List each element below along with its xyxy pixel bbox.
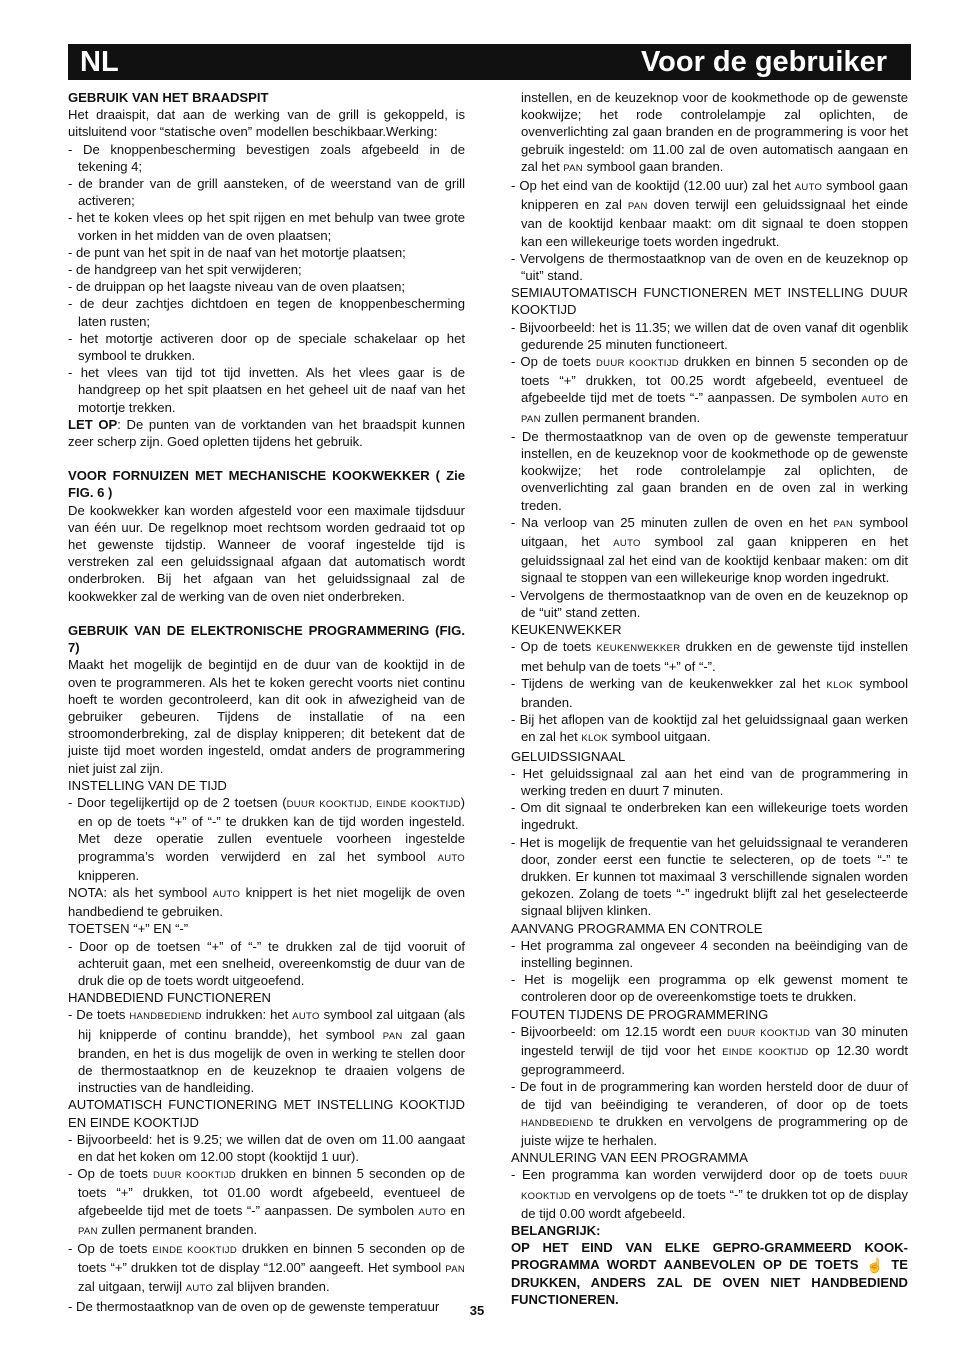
paragraph: Het draaispit, dat aan de werking van de grill is gekoppeld, is uitsluitend voor “statische oven” modellen beschikbaar.Werking: [68, 107, 465, 140]
list-item: - De toets HANDBEDIEND indrukken: het AUTO symbool zal uitgaan (als hij knipperde of continu brandde), het symbool PAN zal gaan branden, en het is dus mogelijk de oven in werking te stellen door de thermostaatknop en de keuzeknop te draaien volgens de instructies van de handleiding. [68, 1007, 465, 1096]
key-label: HANDBEDIEND [521, 1117, 594, 1129]
list-item: - het motortje activeren door op de speciale schakelaar op het symbool te drukken. [68, 330, 465, 364]
subheading: AUTOMATISCH FUNCTIONERING MET INSTELLING KOOKTIJD EN EINDE KOOKTIJD [68, 1097, 465, 1130]
list-item: - Op de toets EINDE KOOKTIJD drukken en binnen 5 seconden op de toets “+” drukken tot de display “12.00” aangeeft. Het symbool PAN zal uitgaan, terwijl AUTO zal blijven branden. [68, 1241, 465, 1295]
subheading: SEMIAUTOMATISCH FUNCTIONEREN MET INSTELLING DUUR KOOKTIJD [511, 285, 908, 318]
list-item: - Op het eind van de kooktijd (12.00 uur) zal het AUTO symbool gaan knipperen en zal PAN doven terwijl een geluidssignaal het einde van de kooktijd kenbaar maakt: om dit signaal te doen stoppen kan een willekeurige toets worden ingedrukt. [511, 178, 908, 249]
list-item: - de deur zachtjes dichtdoen en tegen de knoppenbescherming laten rusten; [68, 296, 465, 329]
pan-symbol: PAN [445, 1264, 465, 1276]
pan-symbol: PAN [833, 518, 854, 530]
key-label: DUUR KOOKTIJD [153, 1170, 236, 1182]
paragraph: De kookwekker kan worden afgesteld voor een maximale tijdsduur van één uur. De regelknop moet rechtsom worden gedraaid tot op het gewenste tijdstip. Wanneer de vooraf ingestelde tijd is verstreken zal een geluidssignaal afgaan dat automatisch wordt onderbroken. Bij het afgaan van het geluidssignaal zal de kookwekker zal de werking van de oven niet onderbreken. [68, 502, 465, 604]
list-item: - De fout in de programmering kan worden hersteld door de duur of de tijd van beëindiging te veranderen, of door op de toets HANDBEDIEND te drukken en vervolgens de programmering op de juiste wijze te herhalen. [511, 1079, 908, 1148]
list-item: - Vervolgens de thermostaatknop van de oven en de keuzeknop op “uit” stand. [511, 250, 908, 284]
klok-symbol: KLOK [581, 733, 608, 745]
subheading: TOETSEN “+” EN “-” [68, 921, 189, 937]
klok-symbol: KLOK [826, 679, 854, 691]
subheading: KEUKENWEKKER [511, 622, 622, 638]
subheading: ANNULERING VAN EEN PROGRAMMA [511, 1150, 748, 1166]
list-item: - De thermostaatknop van de oven op de gewenste temperatuur instellen, en de keuzeknop voor de kookmethode op de gewenste kookwijze; het rode controlelampje zal oplichten, de ovenverlichting zal gaan branden en de oven zal in werking treden. [511, 428, 908, 513]
auto-symbol: AUTO [437, 852, 465, 864]
subheading: GELUIDSSIGNAAL [511, 748, 626, 764]
pan-symbol: PAN [521, 413, 541, 425]
list-item: - Op de toets DUUR KOOKTIJD drukken en binnen 5 seconden op de toets “+” drukken, tot 00.25 wordt afgebeeld, eventueel de afgebeelde tijd met de toets “-” aanpassen. De symbolen AUTO en PAN zullen permanent branden. [511, 354, 908, 425]
section-heading-programmering: GEBRUIK VAN DE ELEKTRONISCHE PROGRAMMERING (FIG. 7) [68, 622, 465, 656]
list-item: - De thermostaatknop van de oven op de gewenste temperatuur [68, 1298, 440, 1314]
list-item: - Vervolgens de thermostaatknop van de oven en de keuzeknop op de “uit” stand zetten. [511, 587, 908, 620]
pan-symbol: PAN [627, 201, 648, 213]
list-item: - Bij het aflopen van de kooktijd zal het geluidssignaal gaan werken en zal het KLOK symbool uitgaan. [511, 712, 908, 745]
list-item: - Bijvoorbeeld: het is 11.35; we willen dat de oven vanaf dit ogenblik gedurende 25 minuten functioneert. [511, 319, 908, 352]
list-item: - de brander van de grill aansteken, of de weerstand van de grill activeren; [68, 176, 465, 209]
list-item: - Door tegelijkertijd op de 2 toetsen (DUUR KOOKTIJD, EINDE KOOKTIJD) en op de toets “+” of “-” te drukken kan de tijd worden ingesteld. Met deze operatie zullen eventuele voorheen ingestelde programma’s worden verwijderd en zal het symbool AUTO knipperen. [68, 794, 465, 883]
list-item: - De knoppenbescherming bevestigen zoals afgebeeld in de tekening 4; [68, 141, 465, 174]
subheading: HANDBEDIEND FUNCTIONEREN [68, 990, 271, 1006]
key-label: KEUKENWEKKER [596, 643, 681, 655]
list-item: - Tijdens de werking van de keukenwekker zal het KLOK symbool branden. [511, 675, 908, 710]
list-item: - Het is mogelijk een programma op elk gewenst moment te controleren door op de overeenkomstige toets te drukken. [511, 972, 908, 1005]
list-item: - Door op de toetsen “+” of “-” te drukken zal de tijd vooruit of achteruit gaan, met een snelheid, overeenkomstig de duur van de druk die op de toets wordt uitgeoefend. [68, 938, 465, 988]
key-label: HANDBEDIEND [129, 1011, 202, 1023]
section-heading-kookwekker: VOOR FORNUIZEN MET MECHANISCHE KOOKWEKKER ( Zie FIG. 6 ) [68, 468, 465, 501]
list-item: - het te koken vlees op het spit rijgen en met behulp van twee grote vorken in het midden van de oven plaatsen; [68, 210, 465, 243]
auto-symbol: AUTO [418, 1206, 446, 1218]
language-code: NL [80, 46, 119, 78]
list-item: - Het geluidssignaal zal aan het eind van de programmering in werking treden en duurt 7 minuten. [511, 765, 908, 798]
list-item: - Het programma zal ongeveer 4 seconden na beëindiging van de instelling beginnen. [511, 937, 908, 970]
key-label: EINDE KOOKTIJD [152, 1245, 238, 1256]
auto-symbol: AUTO [613, 538, 641, 550]
auto-symbol: AUTO [794, 182, 823, 194]
key-label: DUUR KOOKTIJD, EINDE KOOKTIJD [286, 798, 461, 810]
paragraph: NOTA: als het symbool AUTO knippert is het niet mogelijk de oven handbediend te gebruiken. [68, 884, 465, 920]
subheading: INSTELLING VAN DE TIJD [68, 777, 227, 793]
hand-icon: ☝ [866, 1257, 884, 1274]
key-label: DUUR KOOKTIJD [521, 1171, 908, 1202]
key-label: DUUR KOOKTIJD [727, 1027, 811, 1039]
important-heading: BELANGRIJK: [511, 1223, 601, 1238]
page-number: 35 [469, 1303, 485, 1318]
list-item: - de punt van het spit in de naaf van het motortje plaatsen; [68, 244, 406, 260]
auto-symbol: AUTO [292, 1011, 320, 1023]
list-item: - Bijvoorbeeld: om 12.15 wordt een DUUR KOOKTIJD van 30 minuten ingesteld terwijl de tijd voor het EINDE KOOKTIJD op 12.30 wordt geprogrammeerd. [511, 1023, 908, 1078]
note-text: : De punten van de vorktanden van het braadspit kunnen zeer scherp zijn. Goed opletten tijdens het gebruik. [68, 416, 465, 450]
list-item: - Het is mogelijk de frequentie van het geluidssignaal te veranderen door, zonder eerst een functie te selecteren, op de toets “-” te drukken. Er kunnen tot maximaal 3 verschillende signalen worden gekozen. Zolang de toets “-” ingedrukt blijft zal het geselecteerde signaal blijven klinken. [511, 834, 908, 919]
auto-symbol: AUTO [212, 888, 241, 900]
key-label: DUUR KOOKTIJD [596, 358, 679, 370]
section-heading-braadspit: GEBRUIK VAN HET BRAADSPIT [68, 90, 269, 105]
note-label: LET OP [68, 416, 118, 432]
paragraph: Maakt het mogelijk de begintijd en de duur van de kooktijd in de oven te programmeren. Als het te koken gerecht voorts niet continu hoeft te worden gecontroleerd, kan dit ook in afwezigheid van de gebruiker gebeuren. Tijdens de installatie of na een stroomonderbreking, zal de display knipperen; dit betekent dat de juiste tijd moet worden ingesteld, omdat anders de programmering niet juist zal zijn. [68, 657, 465, 776]
left-column [68, 89, 465, 1315]
warning-note [68, 416, 465, 450]
page-title: Voor de gebruiker [640, 46, 887, 78]
pan-symbol: PAN [382, 1030, 403, 1042]
list-item-continuation: instellen, en de keuzeknop voor de kookmethode op de gewenste kookwijze; het rode controlelampje zal oplichten, de ovenverlichting zal gaan branden en de programmering is voor het gebruik ingesteld: om 11.00 zal de oven automatisch aangaan en zal het PAN symbool gaan branden. [521, 90, 908, 174]
right-column [511, 89, 908, 1308]
subheading: AANVANG PROGRAMMA EN CONTROLE [511, 920, 763, 936]
page-header [68, 44, 911, 80]
list-item: - de handgreep van het spit verwijderen; [68, 262, 302, 278]
subheading: FOUTEN TIJDENS DE PROGRAMMERING [511, 1006, 769, 1022]
list-item: - Op de toets KEUKENWEKKER drukken en de gewenste tijd instellen met behulp van de toets “+” of “-”. [511, 639, 908, 674]
key-label: EINDE KOOKTIJD [722, 1046, 809, 1058]
list-item: - Bijvoorbeeld: het is 9.25; we willen dat de oven om 11.00 aangaat en dat het koken om 12.00 stopt (kooktijd 1 uur). [68, 1131, 465, 1164]
auto-symbol: AUTO [185, 1283, 214, 1295]
pan-symbol: PAN [78, 1225, 98, 1237]
list-item: - Een programma kan worden verwijderd door op de toets DUUR KOOKTIJD en vervolgens op de toets “-” te drukken tot op de display de tijd 0.00 wordt afgebeeld. [511, 1167, 908, 1221]
list-item: - het vlees van tijd tot tijd invetten. Als het vlees gaar is de handgreep op het spit plaatsen en het geheel uit de naaf van het motortje trekken. [68, 365, 465, 415]
list-item: - Na verloop van 25 minuten zullen de oven en het PAN symbool uitgaan, het AUTO symbool zal gaan knipperen en het geluidssignaal zal het eind van de kooktijd kenbaar maken: om dit signaal te stoppen van een willekeurige knop worden ingedrukt. [511, 514, 908, 586]
important-note: OP HET EIND VAN ELKE GEPRO-GRAMMEERD KOOK-PROGRAMMA WORDT AANBEVOLEN OP DE TOETS ☝ TE DRUKKEN, ANDERS ZAL DE OVEN NIET HANDBEDIEND FUNCTIONEREN. [511, 1240, 908, 1307]
auto-symbol: AUTO [861, 394, 889, 406]
list-item: - Om dit signaal te onderbreken kan een willekeurige toets worden ingedrukt. [511, 800, 908, 833]
pan-symbol: PAN [563, 162, 583, 174]
list-item: - Op de toets DUUR KOOKTIJD drukken en binnen 5 seconden op de toets “+” drukken, tot 01.00 wordt afgebeeld, eventueel de afgebeelde tijd met de toets “-” aanpassen. De symbolen AUTO en PAN zullen permanent branden. [68, 1166, 465, 1237]
list-item: - de druippan op het laagste niveau van de oven plaatsen; [68, 279, 406, 295]
